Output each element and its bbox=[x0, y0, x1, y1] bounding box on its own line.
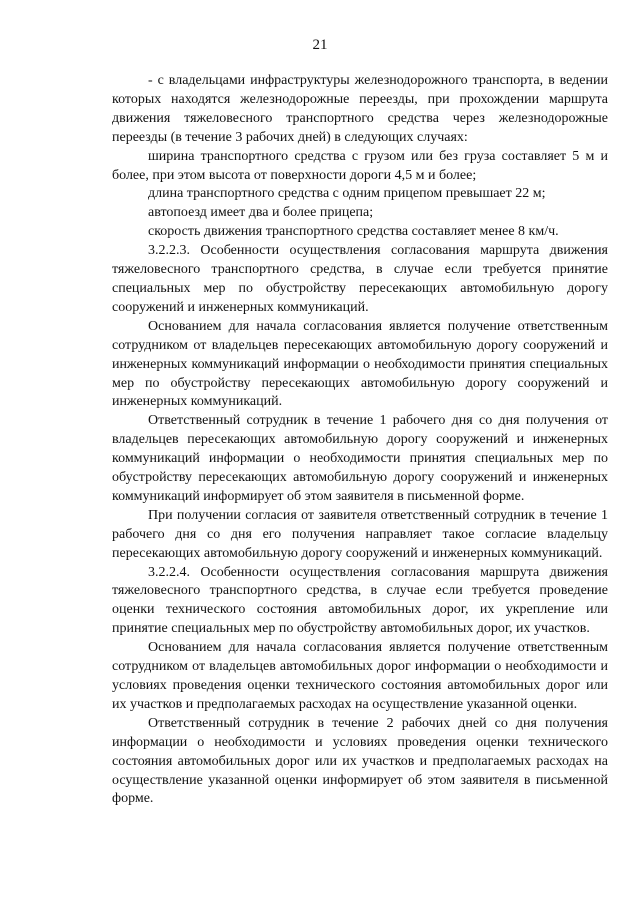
paragraph-railway-owners: - с владельцами инфраструктуры железнодорожного транспорта, в ведении которых находятся железнодорожные переезды, при прохождении маршрута движения тяжеловесного транспортного средства через железнодорожные переезды (в течение 3 рабочих дней) в следующих случаях: bbox=[112, 73, 608, 145]
paragraph-basis-road-owners: Основанием для начала согласования является получение ответственным сотрудником от владельцев автомобильных дорог информации о необходимости и условиях проведения оценки технического состояния автомобильных дорог или их участков и предполагаемых расходах на осуществление указанной оценки. bbox=[112, 640, 608, 712]
paragraph-notify-applicant-1-day: Ответственный сотрудник в течение 1 рабочего дня со дня получения от владельцев пересекающих автомобильную дорогу сооружений и инженерных коммуникаций информации о необходимости принятия специальных мер по обустройству пересекающих автомобильную дорогу сооружений и инженерных коммуникаций информирует об этом заявителя в письменной форме. bbox=[112, 413, 608, 504]
paragraph-speed-condition: скорость движения транспортного средства составляет менее 8 км/ч. bbox=[148, 224, 559, 240]
paragraph-consent-forwarding: При получении согласия от заявителя ответственный сотрудник в течение 1 рабочего дня со дня его получения направляет такое согласие владельцу пересекающих автомобильную дорогу сооружений и инженерных коммуникаций. bbox=[112, 507, 608, 561]
paragraph-width-condition: ширина транспортного средства с грузом или без груза составляет 5 м и более, при этом высота от поверхности дороги 4,5 м и более; bbox=[112, 148, 608, 183]
document-body bbox=[112, 72, 608, 809]
paragraph-section-3-2-2-4: 3.2.2.4. Особенности осуществления согласования маршрута движения тяжеловесного транспортного средства, в случае если требуется проведение оценки технического состояния автомобильных дорог, их укрепление или принятие специальных мер по обустройству автомобильных дорог, их участков. bbox=[112, 564, 608, 637]
page-number: 21 bbox=[312, 37, 328, 53]
paragraph-trailers-condition: автопоезд имеет два и более прицепа; bbox=[148, 205, 374, 221]
paragraph-length-condition: длина транспортного средства с одним прицепом превышает 22 м; bbox=[148, 186, 546, 202]
paragraph-notify-applicant-2-days: Ответственный сотрудник в течение 2 рабочих дней со дня получения информации о необходимости и условиях проведения оценки технического состояния автомобильных дорог или их участков и предполагаемых расходах на осуществление указанной оценки информирует об этом заявителя в письменной форме. bbox=[112, 715, 608, 807]
paragraph-basis-crossing-structures: Основанием для начала согласования является получение ответственным сотрудником от владельцев пересекающих автомобильную дорогу сооружений и инженерных коммуникаций информации о необходимости принятия специальных мер по обустройству пересекающих автомобильную дорогу сооружений и инженерных коммуникаций. bbox=[112, 318, 608, 410]
paragraph-section-3-2-2-3: 3.2.2.3. Особенности осуществления согласования маршрута движения тяжеловесного транспортного средства, в случае если требуется принятие специальных мер по обустройству пересекающих автомобильную дорогу сооружений и инженерных коммуникаций. bbox=[112, 243, 608, 315]
